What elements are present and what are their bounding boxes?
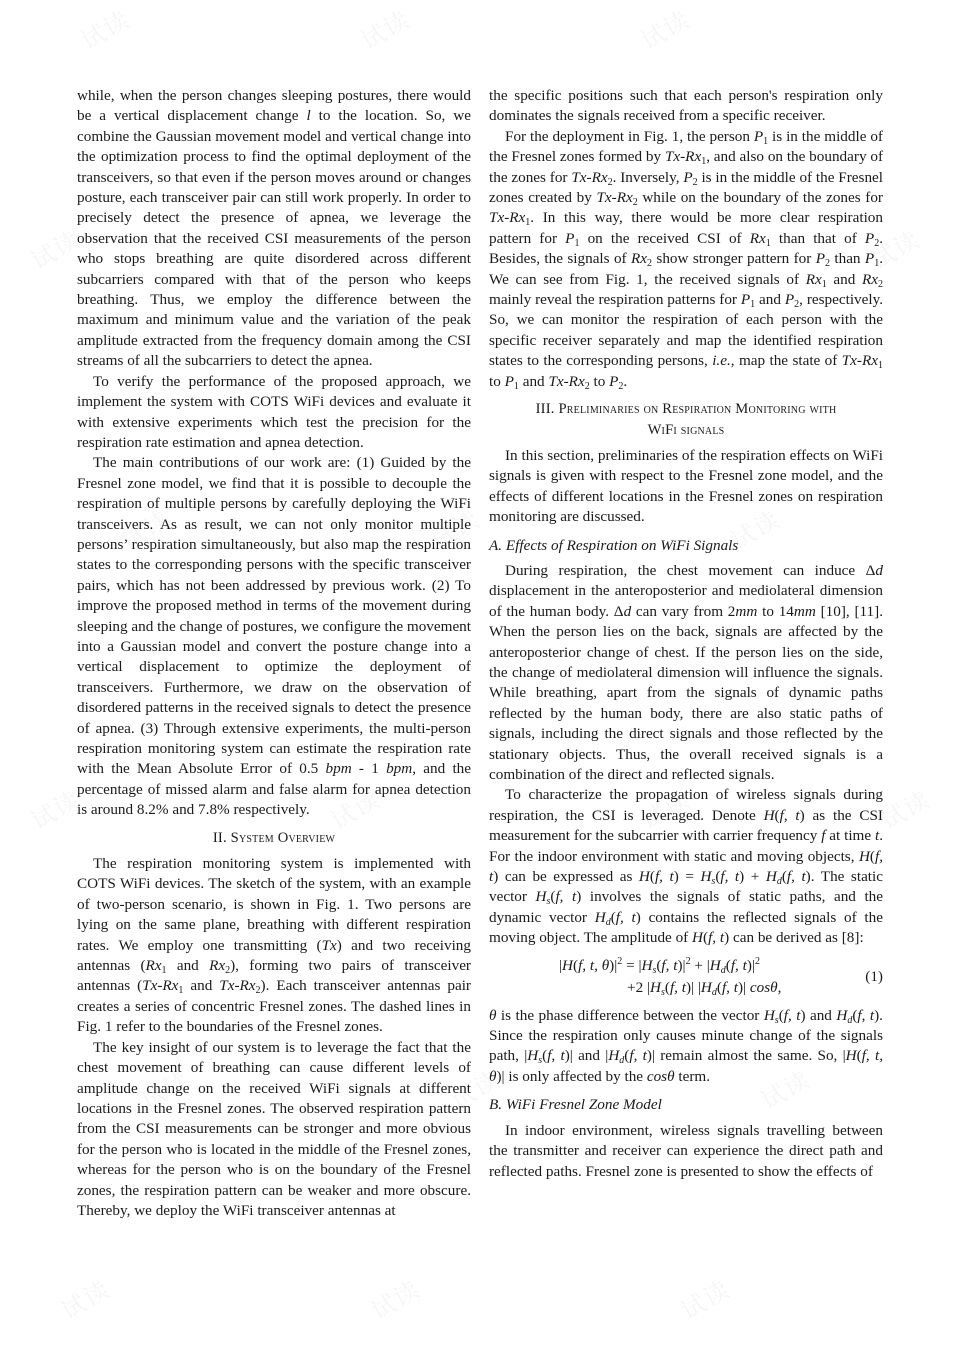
watermark bbox=[358, 8, 413, 52]
paragraph: For the deployment in Fig. 1, the person $P_1$ is in the middle of the Fresnel zones formed by $Tx-Rx_1$, and also on the boundary of the zones for $Tx-Rx_2$. Inversely, $P_2$ is in the middle of the Fresnel zones created by $Tx-Rx_2$ while on the boundary of the zones for $Tx-Rx_1$. In this way, there would be more clear respiration pattern for $P_1$ on the received CSI of $Rx_1$ than that of $P_2$. Besides, the signals of $Rx_2$ show stronger pattern for $P_2$ than $P_1$. We can see from Fig. 1, the received signals of $Rx_1$ and $Rx_2$ mainly reveal the respiration patterns for $P_1$ and $P_2$, respectively. So, we can monitor the respiration of each person with the specific receiver separately and map the identified respiration states to the corresponding persons, i.e., map the state of $Tx-Rx_1$ to $P_1$ and $Tx-Rx_2$ to $P_2$. bbox=[489, 127, 884, 392]
watermark bbox=[368, 1278, 423, 1322]
paragraph: In this section, preliminaries of the respiration effects on WiFi signals is given with respect to the Fresnel zone model, and the effects of different locations in the Fresnel zones on respiration monitoring are discussed. bbox=[489, 446, 883, 526]
left-column bbox=[77, 86, 471, 1221]
paragraph: The respiration monitoring system is implemented with COTS WiFi devices. The sketch of the system, with an example of two-person scenario, is shown in Fig. 1. Two persons are lying on the same plane, breathing with different respiration rates. We employ one transmitting (Tx) and two receiving antennas ($Rx_1$ and $Rx_2$), forming two pairs of transceiver antennas ($Tx-Rx_1$ and $Tx-Rx_2$). Each transceiver antennas pair creates a series of concentric Fresnel zones. The dashed lines in Fig. 1 refer to the boundaries of the Fresnel zones. bbox=[77, 855, 471, 1036]
subsection-heading: B. WiFi Fresnel Zone Model bbox=[489, 1096, 662, 1114]
subsection-heading: A. Effects of Respiration on WiFi Signals bbox=[489, 536, 739, 554]
paragraph: To characterize the propagation of wireless signals during respiration, the CSI is leveraged. Denote H(f, t) as the CSI measurement for the subcarrier with carrier frequency f at time t. For the indoor environment with static and moving objects, H(f, t) can be expressed as H(f, $t) = H_s(f$, $t) + H_d(f$, t). The static vector $H_s(f$, t) involves the signals of static paths, and the dynamic vector $H_d(f$, t) contains the reflected signals of the moving object. The amplitude of H(f, t) can be derived as [8]: bbox=[489, 786, 883, 947]
equation-number: (1) bbox=[865, 967, 883, 985]
watermark bbox=[878, 788, 933, 832]
section-heading: III. Preliminaries on Respiration Monitoring with WiFi signals bbox=[535, 401, 837, 438]
equation-line: +2 $|H_s(f$, t)| $|H_d(f$, t)| cosθ, bbox=[627, 978, 782, 998]
watermark bbox=[58, 1278, 113, 1322]
watermark bbox=[28, 788, 83, 832]
paragraph: θ is the phase difference between the vector $H_s(f$, t) and $H_d(f$, t). Since the respiration only causes minute change of the signals path, $|H_s(f$, t)| and $|H_d(f$, t)| remain almost the same. So, |H(f, t, θ)| is only affected by the cosθ term. bbox=[489, 1006, 883, 1085]
watermark bbox=[638, 8, 693, 52]
section-heading: II. System Overview bbox=[212, 829, 336, 846]
watermark bbox=[28, 228, 83, 272]
equation-1 bbox=[489, 954, 883, 1000]
paragraph: while, when the person changes sleeping postures, there would be a vertical displacement change l to the location. So, we combine the Gaussian movement model and vertical change into the optimization process to find the optimal deployment of the transceivers, so that even if the person moves around or changes posture, each transceiver pair can still work properly. In order to precisely detect the presence of apnea, we leverage the observation that the received CSI measurements of the person who stops breathing are quite disordered across different subcarriers compared with that of the person who keeps breathing. Thus, we employ the difference between the maximum and minimum value and the variation of the peak amplitude extracted from the frequency domain among the CSI streams of all the subcarriers to detect the apnea. bbox=[77, 87, 471, 370]
paragraph: The key insight of our system is to leverage the fact that the chest movement of breathing can cause different levels of amplitude change on the received WiFi signals at different locations in the Fresnel zones. The observed respiration pattern from the CSI measurements can be stronger and more obvious for the person who is located in the middle of the Fresnel zones, whereas for the person who is on the boundary of the Fresnel zones, the respiration pattern can be weaker and more obscure. Thereby, we deploy the WiFi transceiver antennas at bbox=[77, 1038, 471, 1219]
paragraph: During respiration, the chest movement can induce Δd displacement in the anteroposterior and mediolateral dimension of the human body. Δd can vary from 2mm to 14mm [10], [11]. When the person lies on the back, signals are affected by the anteroposterior change of chest. If the person lies on the side, the change of mediolateral dimension will influence the signals. While breathing, apart from the signals of dynamic paths reflected by the human body, there are also static paths of signals, including the direct signals and those reflected by the stationary objects. Thus, the overall received signals is a combination of the direct and reflected signals. bbox=[489, 561, 883, 783]
watermark bbox=[78, 8, 133, 52]
paragraph: In indoor environment, wireless signals travelling between the transmitter and receiver can experience the direct path and reflected paths. Fresnel zone is presented to show the effects of bbox=[489, 1121, 883, 1180]
paragraph: the specific positions such that each person's respiration only dominates the signals received from a specific receiver. bbox=[489, 87, 883, 125]
equation-line: |H(f, t, $\theta)|^2 = |H_s(f$, $t)|^2 + |H_d(f$, $t)|^2$ bbox=[559, 955, 760, 976]
watermark bbox=[678, 1278, 733, 1322]
paragraph: To verify the performance of the proposed approach, we implement the system with COTS WiFi devices and evaluate it with extensive experiments which test the precision for the respiration rate estimation and apnea detection. bbox=[77, 372, 471, 451]
right-column bbox=[489, 86, 883, 1182]
paragraph: The main contributions of our work are: (1) Guided by the Fresnel zone model, we find that it is possible to decouple the respiration of multiple persons by carefully deploying the WiFi transceivers. As as result, we can not only monitor multiple persons’ respiration simultaneously, but also map the respiration states to the corresponding persons with the specific transceiver pairs, which has not been addressed by previous work. (2) To improve the proposed method in terms of the movement during sleeping and the change of postures, we configure the movement into a Gaussian model and convert the posture change into a vertical displacement to optimize the deployment of transceivers. Furthermore, we draw on the observation of disordered patterns in the received signals to detect the presence of apnea. (3) Through extensive experiments, the multi-person respiration monitoring system can estimate the respiration rate with the Mean Absolute Error of 0.5 bpm - 1 bpm, and the percentage of missed alarm and false alarm for apnea detection is around 8.2% and 7.8% respectively. bbox=[77, 454, 472, 819]
